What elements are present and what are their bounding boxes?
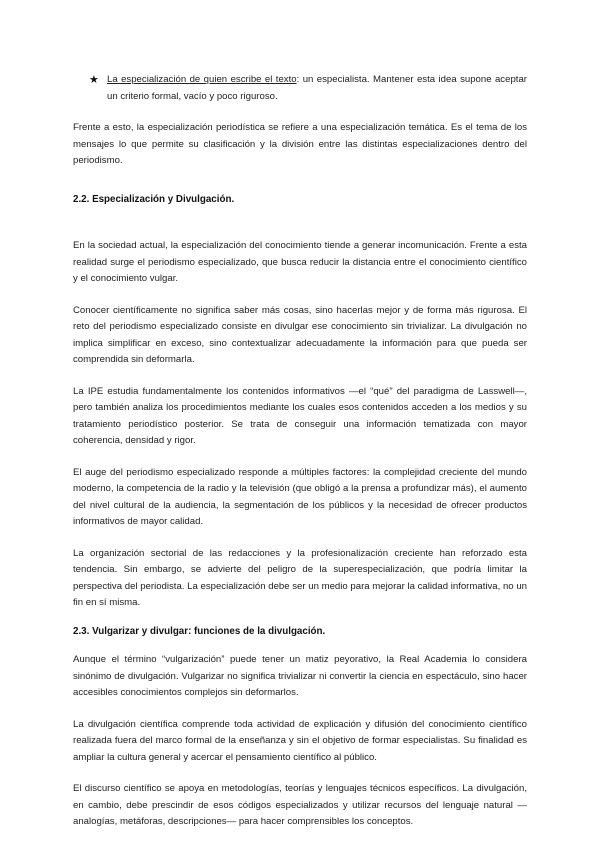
star-bullet-icon: ★ [89,74,99,86]
section-heading-2-2: 2.2. Especialización y Divulgación. [73,193,235,205]
paragraph-5: El auge del periodismo especializado responde a múltiples factores: la complejidad creciente del mundo moderno, la competencia de la radio y la televisión (que obligó a la prensa a profundizar más), el aumento del nivel cultural de la audiencia, la segmentación de los públicos y la necesidad de ofrecer productos informativos de mayor calidad. [73,466,527,527]
paragraph-9: El discurso científico se apoya en metodologías, teorías y lenguajes técnicos específicos. La divulgación, en cambio, debe prescindir de esos códigos especializados y utilizar recursos del lenguaje natural —analogías, metáforas, descripciones— para hacer comprensibles los conceptos. [73,783,527,827]
paragraph-7: Aunque el término “vulgarización” puede tener un matiz peyorativo, la Real Academia lo considera sinónimo de divulgación. Vulgarizar no significa trivializar ni convertir la ciencia en espectáculo, sino hacer accesibles conocimientos complejos sin deformarlos. [73,654,527,698]
paragraph-6: La organización sectorial de las redacciones y la profesionalización creciente han reforzado esta tendencia. Sin embargo, se advierte del peligro de la superespecialización, que podría limitar la perspectiva del periodista. La especialización debe ser un medio para mejorar la calidad informativa, no un fin en sí misma. [73,547,527,608]
paragraph-4: La IPE estudia fundamentalmente los contenidos informativos —el “qué” del paradigma de Lasswell—, pero también analiza los procedimientos mediante los cuales esos contenidos acceden a los medios y su tratamiento periodístico posterior. Se trata de conseguir una información tematizada con mayor coherencia, densidad y rigor. [73,385,527,446]
paragraph-2: En la sociedad actual, la especialización del conocimiento tiende a generar incomunicación. Frente a esta realidad surge el periodismo especializado, que busca reducir la distancia entre el conocimiento científico y el conocimiento vulgar. [73,240,527,284]
paragraph-3: Conocer científicamente no significa saber más cosas, sino hacerlas mejor y de forma más rigurosa. El reto del periodismo especializado consiste en divulgar ese conocimiento sin trivializar. La divulgación no implica simplificar en exceso, sino contextualizar adecuadamente la información para que pueda ser comprendida sin deformarla. [73,304,527,365]
bullet-item [89,72,527,105]
section-heading-2-3: 2.3. Vulgarizar y divulgar: funciones de la divulgación. [73,625,326,637]
paragraph-1: Frente a esto, la especialización periodística se refiere a una especialización temática. Es el tema de los mensajes lo que permite su clasificación y la división entre las distintas especializaciones dentro del periodismo. [73,122,527,166]
document-body [73,120,527,831]
paragraph-8: La divulgación científica comprende toda actividad de explicación y difusión del conocimiento científico realizada fuera del marco formal de la enseñanza y sin el objetivo de formar especialistas. Su finalidad es ampliar la cultura general y acercar el pensamiento científico al público. [73,718,527,763]
bullet-text [107,72,527,105]
bullet-rest: : un especialista. Mantener esta idea supone aceptar un criterio formal, vacío y poco riguroso. [107,74,527,102]
underlined-phrase: La especialización de quien escribe el texto [107,74,297,85]
